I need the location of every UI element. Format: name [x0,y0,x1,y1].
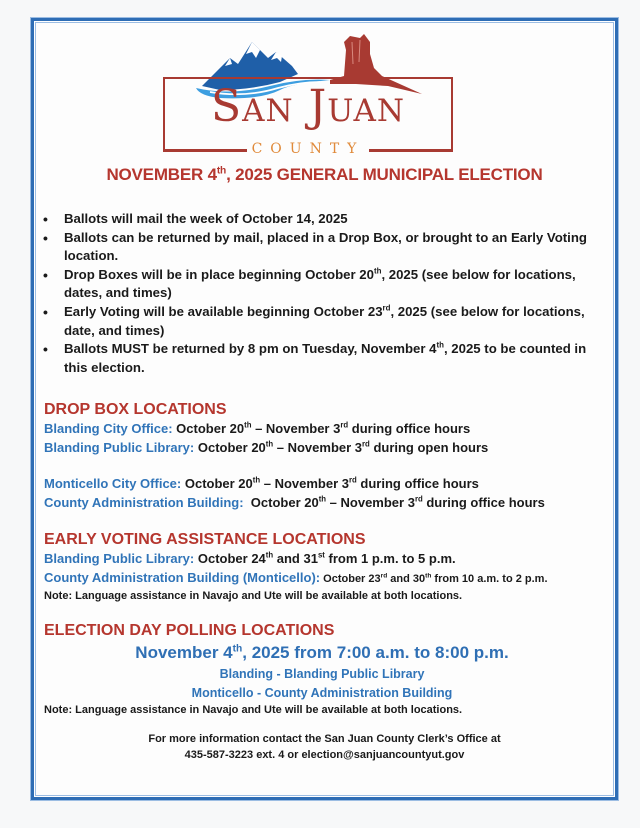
logo-name-text: San Juan [211,81,405,132]
schedule-sup: th [318,494,327,504]
schedule-text: October 20 [243,494,319,510]
schedule-sup: rd [414,494,423,504]
early-voting-section [44,530,614,604]
schedule-text: and 30 [387,572,426,585]
schedule-sup: rd [362,439,370,449]
logo-county-text: COUNTY [251,141,365,157]
schedule-text: – November 3 [260,476,349,491]
bullet-text: , 2025 (see below for locations, date, and times) [64,303,585,338]
bullet-text: rd [382,303,391,313]
title-suffix: , 2025 GENERAL MUNICIPAL ELECTION [226,165,543,184]
location-schedule [244,495,545,510]
schedule-text: October 20 [172,421,245,436]
bullet-text: Ballots MUST be returned by 8 pm on Tuesday, November 4 [64,341,437,357]
location-name: Blanding Public Library: [44,439,195,455]
section-heading: ELECTION DAY POLLING LOCATIONS [44,622,335,639]
schedule-text: during open hours [369,439,489,455]
election-day-section [44,621,614,718]
schedule-sup: rd [340,420,349,430]
bullet-text: , 2025 (see below for locations, dates, and times) [64,266,576,301]
location-row [44,475,614,494]
location-row [44,550,614,569]
bullet-item [40,266,610,303]
schedule-sup: rd [349,475,357,485]
location-row [44,439,614,458]
info-bullet-list [40,210,610,377]
language-note: Note: Language assistance in Navajo and Ute will be available at both locations. [44,704,463,716]
polling-date-suffix: , 2025 from 7:00 a.m. to 8:00 p.m. [242,643,509,662]
schedule-text: from 1 p.m. to 5 p.m. [324,551,456,566]
schedule-sup: th [244,420,252,430]
bullet-text: Ballots can be returned by mail, placed in a Drop Box, or brought to an Early Voting location. [64,229,587,264]
schedule-text: during office hours [422,494,545,510]
logo-county-label [160,140,456,158]
bullet-item [40,229,610,266]
schedule-sup: rd [380,571,388,579]
schedule-text: from 10 a.m. to 2 p.m. [431,572,548,585]
location-name: County Administration Building: [44,494,244,510]
schedule-sup: th [252,475,261,485]
location-schedule [194,440,488,455]
schedule-sup: th [265,550,274,560]
location-schedule [181,476,479,491]
contact-info [31,731,618,763]
schedule-sup: th [265,439,274,449]
schedule-text: during office hours [348,421,471,436]
location-name: County Administration Building (Monticello): [44,569,321,585]
bullet-text: Early Voting will be available beginning October 23 [64,303,383,319]
schedule-text: October 23 [320,572,381,585]
location-schedule [173,421,471,436]
location-name: Blanding City Office: [44,421,173,436]
schedule-text: – November 3 [273,439,363,455]
schedule-text: – November 3 [251,421,341,436]
schedule-sup: st [317,550,325,560]
schedule-sup: th [425,571,432,579]
language-note: Note: Language assistance in Navajo and Ute will be available at both locations. [44,590,463,602]
schedule-text: – November 3 [326,494,415,510]
location-row [44,420,614,439]
polling-date-sup: th [232,643,243,655]
drop-box-section [44,400,614,512]
page-title [31,165,618,185]
schedule-text: October 20 [194,439,266,455]
polling-location: Monticello - County Administration Building [191,685,453,700]
title-sup: th [216,165,227,177]
schedule-text: October 20 [181,476,253,491]
bullet-item [40,303,610,340]
polling-date [30,641,614,665]
san-juan-county-logo [160,28,460,160]
section-heading: DROP BOX LOCATIONS [44,401,227,418]
contact-line-phone-email[interactable]: 435-587-3223 ext. 4 or election@sanjuancountyut.gov [184,749,465,761]
location-name: Blanding Public Library: [44,551,195,566]
bullet-text: Drop Boxes will be in place beginning October 20 [64,266,374,282]
bullet-text: th [436,340,444,350]
location-row [44,494,614,513]
location-name: Monticello City Office: [44,476,182,491]
schedule-text: and 31 [273,551,318,566]
bullet-text: Ballots will mail the week of October 14, 2025 [64,211,348,226]
schedule-text: October 24 [194,551,266,566]
contact-line: For more information contact the San Juan County Clerk’s Office at [148,733,501,745]
section-heading: EARLY VOTING ASSISTANCE LOCATIONS [44,531,366,548]
title-prefix: NOVEMBER 4 [106,165,217,184]
polling-date-prefix: November 4 [135,643,233,662]
bullet-text: th [373,266,382,276]
location-schedule [194,551,455,566]
location-row [44,569,614,589]
polling-location: Blanding - Blanding Public Library [219,667,425,681]
logo-county-name [160,82,456,132]
bullet-text: , 2025 to be counted in this election. [64,341,587,375]
bullet-item [40,210,610,229]
bullet-item [40,340,610,377]
schedule-text: during office hours [356,476,479,491]
location-schedule [320,573,547,585]
